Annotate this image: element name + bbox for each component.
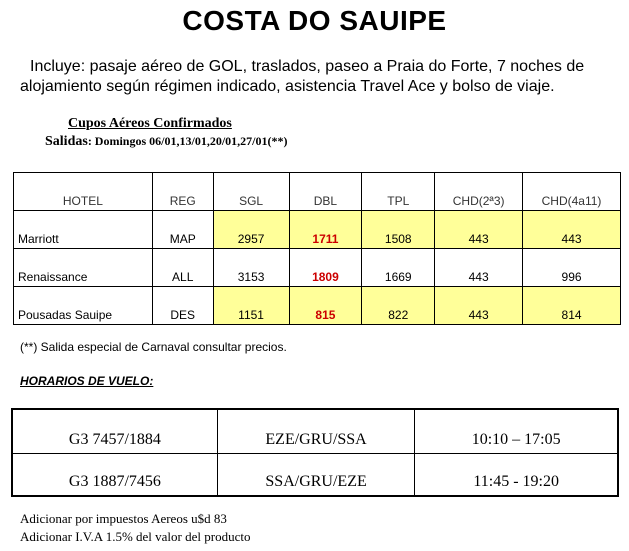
flight-route: SSA/GRU/EZE	[217, 453, 415, 496]
header-tpl: TPL	[362, 173, 435, 211]
extra-taxes: Adicionar por impuestos Aereos u$d 83	[20, 511, 227, 526]
regime: DES	[152, 287, 213, 325]
price-chd-4-11: 443	[523, 211, 621, 249]
header-sgl: SGL	[213, 173, 289, 211]
flight-route: EZE/GRU/SSA	[217, 409, 415, 453]
package-description: Incluye: pasaje aéreo de GOL, traslados, paseo a Praia do Forte, 7 noches de alojamiento según régimen indicado, asistencia Travel Ace y bolso de viaje.	[20, 58, 585, 95]
price-dbl: 1711	[289, 211, 362, 249]
cupos-heading: Cupos Aéreos Confirmados	[68, 116, 232, 131]
hotel-name: Pousadas Sauipe	[14, 287, 153, 325]
flight-time: 11:45 - 19:20	[415, 453, 618, 496]
price-tpl: 1669	[362, 249, 435, 287]
table-row	[14, 287, 621, 325]
header-dbl: DBL	[289, 173, 362, 211]
page-title: COSTA DO SAUIPE	[182, 5, 447, 36]
price-tpl: 1508	[362, 211, 435, 249]
carnival-note: (**) Salida especial de Carnaval consultar precios.	[20, 340, 287, 354]
table-row	[12, 409, 618, 453]
price-sgl: 3153	[213, 249, 289, 287]
price-dbl: 1809	[289, 249, 362, 287]
header-chd-2-3: CHD(2ª3)	[435, 173, 523, 211]
price-tpl: 822	[362, 287, 435, 325]
price-sgl: 1151	[213, 287, 289, 325]
price-dbl: 815	[289, 287, 362, 325]
flight-schedule-table	[11, 408, 619, 497]
price-chd-2-3: 443	[435, 211, 523, 249]
flight-schedule-heading: HORARIOS DE VUELO:	[20, 374, 154, 388]
price-sgl: 2957	[213, 211, 289, 249]
hotel-name: Renaissance	[14, 249, 153, 287]
flight-number: G3 7457/1884	[12, 409, 217, 453]
hotel-price-table	[13, 172, 621, 325]
price-chd-2-3: 443	[435, 249, 523, 287]
flight-time: 10:10 – 17:05	[415, 409, 618, 453]
hotel-name: Marriott	[14, 211, 153, 249]
price-chd-2-3: 443	[435, 287, 523, 325]
table-row	[14, 211, 621, 249]
flight-number: G3 1887/7456	[12, 453, 217, 496]
price-chd-4-11: 814	[523, 287, 621, 325]
departures-label: Salidas	[45, 134, 88, 149]
table-header-row	[14, 173, 621, 211]
table-row	[14, 249, 621, 287]
price-chd-4-11: 996	[523, 249, 621, 287]
departures-dates: : Domingos 06/01,13/01,20/01,27/01(**)	[87, 134, 288, 148]
regime: MAP	[152, 211, 213, 249]
extra-iva: Adicionar I.V.A 1.5% del valor del producto	[20, 529, 251, 544]
table-row	[12, 453, 618, 496]
departures-line	[45, 134, 287, 150]
header-reg: REG	[152, 173, 213, 211]
header-hotel: HOTEL	[14, 173, 153, 211]
regime: ALL	[152, 249, 213, 287]
header-chd-4-11: CHD(4a11)	[523, 173, 621, 211]
